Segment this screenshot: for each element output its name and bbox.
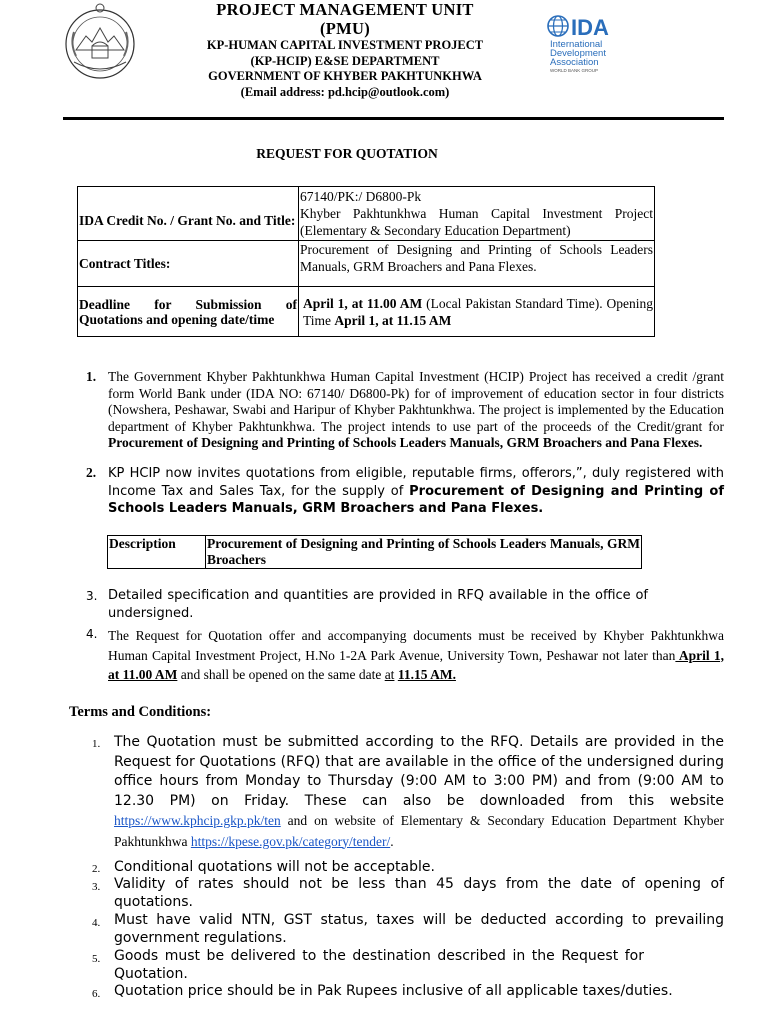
description-label: Description — [108, 536, 206, 569]
para-number: 1. — [86, 369, 97, 384]
term-number: 2. — [92, 863, 101, 875]
deadline-value: April 1, at 11.00 AM (Local Pakistan Standard Time). Opening Time April 1, at 11.15 AM — [299, 287, 655, 337]
terms-heading: Terms and Conditions: — [69, 704, 212, 720]
kpese-tender-link[interactable]: https://kpese.gov.pk/category/tender/ — [190, 833, 391, 849]
term-price: Quotation price should be in Pak Rupees inclusive of all applicable taxes/duties. — [114, 983, 673, 999]
letterhead-text — [170, 0, 520, 100]
table-row — [78, 287, 655, 337]
term-submission: The Quotation must be submitted according to the RFQ. Details are provided in the Request for Quotations (RFQ) that are available in the office of the undersigned during office hours from Monday to Thursday (9:00 AM to 3:00 PM) and from (9:00 AM to 12.30 PM) on Friday. These can also be downloaded from this website https://www.kphcip.gkp.pk/ten and on website of Elementary & Secondary Education Department Khyber Pakhtunkhwa https://kpese.gov.pk/category/tender/. — [114, 734, 724, 849]
letterhead — [0, 0, 770, 122]
contract-titles-label: Contract Titles: — [78, 241, 299, 287]
svg-text:Development: Development — [550, 48, 606, 59]
term-validity: Validity of rates should not be less than 45 days from the date of opening of quotations. — [114, 876, 724, 910]
description-value: Procurement of Designing and Printing of Schools Leaders Manuals, GRM Broachers — [207, 536, 640, 567]
credit-title: Khyber Pakhtunkhwa Human Capital Investment Project (Elementary & Secondary Education Department) — [300, 206, 653, 238]
project-name: KP-HUMAN CAPITAL INVESTMENT PROJECT — [206, 38, 484, 52]
ida-brand-text: IDA — [571, 15, 609, 40]
para-intro: The Government Khyber Pakhtunkhwa Human Capital Investment (HCIP) Project has received a credit /grant form World Bank under (IDA NO: 67140/ D6800-Pk) for of improvement of education sector in four districts (Nowshera, Peshawar, Swabi and Haripur of Khyber Pakhtunkhwa. The project is implemented by the Education department of Khyber Pakhtunkhwa. The project intends to use part of the proceeds of the Credit/grant for Procurement of Designing and Printing of Schools Leaders Manuals, GRM Broachers and Pana Flexes. — [108, 369, 724, 450]
svg-text:International: International — [550, 39, 603, 50]
table-row — [78, 241, 655, 287]
document-title: REQUEST FOR QUOTATION — [256, 146, 438, 161]
term-conditional: Conditional quotations will not be acceptable. — [114, 859, 435, 875]
svg-text:WORLD BANK GROUP: WORLD BANK GROUP — [550, 68, 599, 73]
rfq-info-table — [77, 186, 655, 337]
contract-titles-value: Procurement of Designing and Printing of Schools Leaders Manuals, GRM Broachers and Pana Flexes. — [299, 241, 655, 287]
term-number: 1. — [92, 738, 101, 750]
deadline-label: Deadline for Submission of Quotations and opening date/time — [78, 287, 299, 337]
para-invitation: KP HCIP now invites quotations from eligible, reputable firms, offerors,”, duly registered with Income Tax and Sales Tax, for the supply of Procurement of Designing and Printing of Schools Leaders Manuals, GRM Broachers and Pana Flexes. — [108, 466, 724, 516]
term-delivery: Goods must be delivered to the destination described in the Request for Quotation. — [114, 948, 644, 982]
para-number: 4. — [86, 627, 98, 641]
para-number: 3. — [86, 589, 98, 603]
credit-number: 67140/PK:/ D6800-Pk — [300, 189, 422, 204]
svg-text:Association: Association — [550, 57, 599, 68]
kphcip-website-link[interactable]: https://www.kphcip.gkp.pk/ten — [114, 813, 281, 828]
term-number: 4. — [92, 917, 101, 929]
email-address: (Email address: pd.hcip@outlook.com) — [240, 84, 450, 99]
globe-icon — [548, 16, 568, 36]
term-number: 5. — [92, 953, 101, 965]
para-number: 2. — [86, 465, 97, 480]
unit-title: PROJECT MANAGEMENT UNIT — [216, 0, 474, 19]
table-row — [78, 187, 655, 241]
unit-abbrev: (PMU) — [319, 19, 371, 38]
government-name: GOVERNMENT OF KHYBER PAKHTUNKHWA — [208, 69, 482, 83]
credit-value — [299, 187, 655, 241]
term-taxes: Must have valid NTN, GST status, taxes will be deducted according to prevailing government regulations. — [114, 912, 724, 946]
term-number: 6. — [92, 988, 101, 1000]
credit-label: IDA Credit No. / Grant No. and Title: — [78, 187, 299, 241]
para-specification: Detailed specification and quantities are provided in RFQ available in the office of undersigned. — [108, 588, 648, 621]
description-table — [107, 535, 642, 569]
term-number: 3. — [92, 881, 101, 893]
table-row — [108, 536, 642, 569]
department-name: (KP-HCIP) E&SE DEPARTMENT — [250, 53, 440, 68]
kp-government-seal-icon — [62, 2, 138, 82]
header-divider — [63, 117, 724, 120]
ida-logo — [546, 14, 638, 78]
para-submission: The Request for Quotation offer and accompanying documents must be received by Khyber Pakhtunkhwa Human Capital Investment Project, H.No 1-2A Park Avenue, University Town, Peshawar not later than April 1, at 11.00 AM and shall be opened on the same date at 11.15 AM. — [108, 628, 724, 682]
